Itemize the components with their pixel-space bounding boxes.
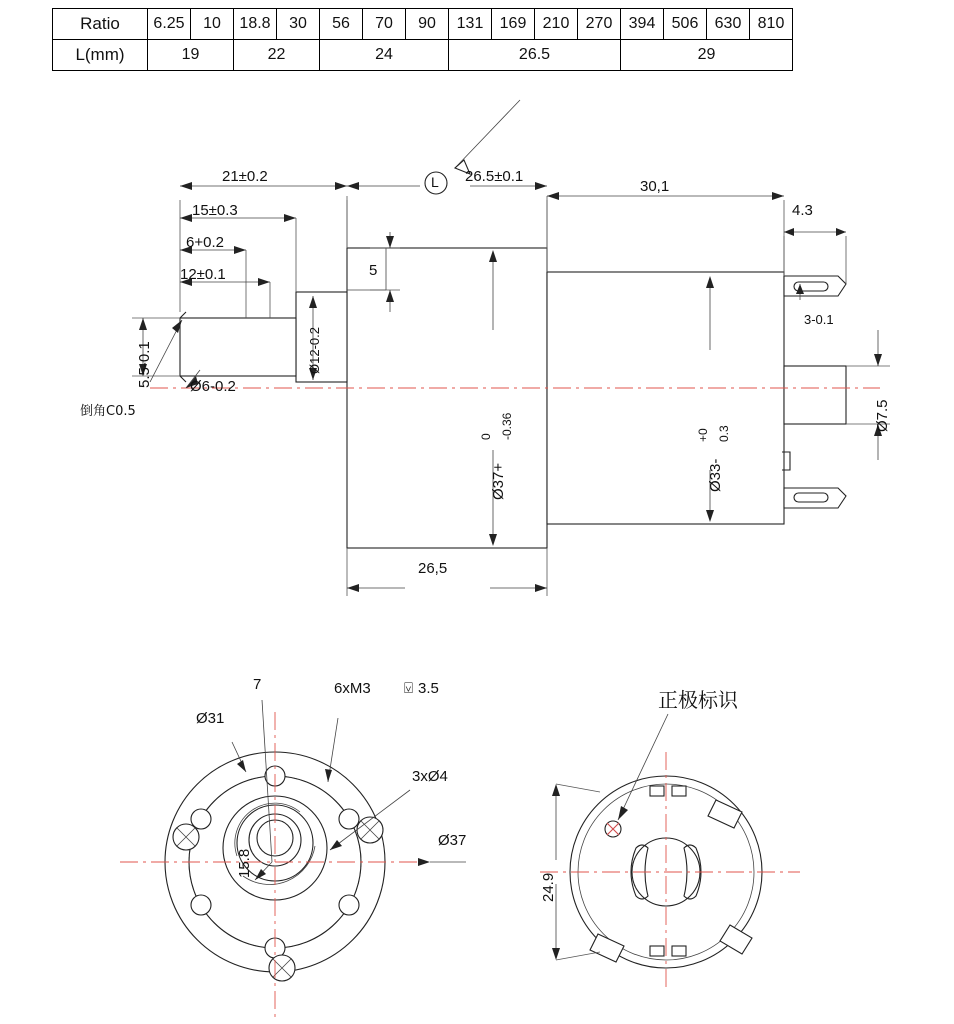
chamfer-note: 倒角C0.5 [80,404,136,419]
dim-d33-tol-upper: +0 [696,428,710,442]
dim-3xd4: 3xØ4 [412,768,448,785]
table-cell: 10 [191,9,234,40]
dim-26-5-bottom: 26,5 [418,560,448,577]
table-cell: 70 [363,9,406,40]
table-cell: 6.25 [148,9,191,40]
dim-12: 12±0.1 [180,266,226,283]
dim-15-8: 15.8 [236,848,253,878]
gearbox-length: 26.5±0.1 [465,168,524,185]
dim-24-9: 24.9 [540,872,557,902]
table-cell: 169 [492,9,535,40]
dim-15: 15±0.3 [192,202,238,219]
polarity-label: 正极标识 [658,688,738,712]
dim-6: 6+0.2 [186,234,224,251]
dim-d37-front: Ø37 [438,832,467,849]
dim-d37-side: Ø37+ [490,462,507,500]
dim-d33-tol-lower: 0.3 [717,425,731,442]
table-cell: 506 [664,9,707,40]
dim-d37-tol-lower: -0.36 [500,412,514,440]
table-cell: 810 [750,9,793,40]
dim-4-3: 4.3 [792,202,813,219]
table-cell: 19 [148,40,234,71]
row-header-ratio: Ratio [53,9,148,40]
dim-d31: Ø31 [196,710,225,727]
table-cell: 30 [277,9,320,40]
table-cell: 26.5 [449,40,621,71]
dim-6xm3-depth-symbol: ⍌ [404,680,414,697]
dim-6xm3-depth: 3.5 [418,680,439,697]
table-cell: 24 [320,40,449,71]
dim-3-0-1: 3-0.1 [804,312,834,327]
table-cell: 394 [621,9,664,40]
table-cell: 90 [406,9,449,40]
dim-5p5: 5.5-0.1 [136,341,153,388]
dim-7: 7 [253,676,262,693]
table-cell: 630 [707,9,750,40]
table-cell: 18.8 [234,9,277,40]
dim-d33-side: Ø33- [707,458,724,492]
table-cell: 22 [234,40,320,71]
table-cell: 29 [621,40,793,71]
dim-6xm3: 6xM3 [334,680,371,697]
row-header-length: L(mm) [53,40,148,71]
dim-21: 21±0.2 [222,168,268,185]
dim-30-1: 30,1 [640,178,670,195]
dim-d7-5: Ø7.5 [874,399,891,432]
table-cell: 131 [449,9,492,40]
dim-d6: Ø6-0.2 [190,378,236,395]
table-cell: 56 [320,9,363,40]
table-cell: 270 [578,9,621,40]
table-cell: 210 [535,9,578,40]
dim-d37-tol-upper: 0 [479,433,493,440]
dim-d12: Ø12-0.2 [307,327,322,374]
dim-5: 5 [369,262,378,279]
gearbox-length-symbol: L [431,174,439,190]
